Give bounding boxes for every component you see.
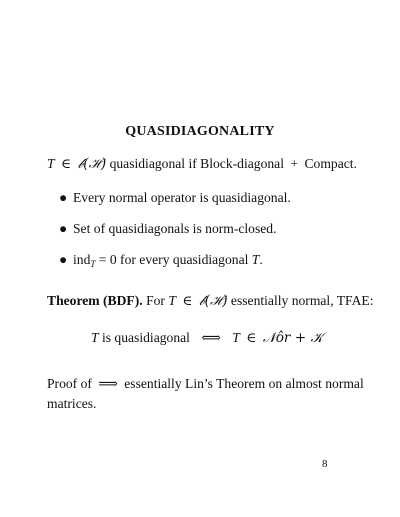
- theorem-statement: [47, 293, 374, 309]
- plus-symbol: +: [290, 156, 299, 171]
- bullet-text: Set of quasidiagonals is norm-closed.: [73, 221, 277, 236]
- definition-text: quasidiagonal if Block-diagonal: [109, 156, 284, 171]
- theorem-label: Theorem (BDF).: [47, 293, 143, 308]
- definition-line: [47, 156, 357, 172]
- slide-title: QUASIDIAGONALITY: [125, 124, 275, 139]
- equivalence-display: [91, 330, 323, 346]
- bullet-text: = 0 for every quasidiagonal: [95, 252, 252, 267]
- bullet-dot-icon: ●: [59, 221, 68, 236]
- equivalence-left-text: is quasidiagonal: [101, 330, 190, 345]
- theorem-post: essentially normal, TFAE:: [230, 293, 374, 308]
- operator-space: 𝒷(ℋ): [77, 156, 107, 172]
- element-of-symbol: ∈: [60, 156, 72, 171]
- element-of-symbol: ∈: [246, 330, 257, 345]
- iff-arrow-icon: ⟺: [201, 330, 221, 345]
- operator-space: 𝒷(ℋ): [198, 293, 228, 309]
- bullet-dot-icon: ●: [59, 190, 68, 205]
- operator-T: T: [91, 330, 99, 345]
- bullet-dot-icon: ●: [59, 252, 68, 267]
- proof-line-1: [47, 376, 364, 392]
- definition-tail: Compact.: [304, 156, 357, 171]
- period: .: [259, 252, 263, 267]
- proof-pre: Proof of: [47, 376, 92, 391]
- operator-T: T: [47, 156, 55, 171]
- element-of-symbol: ∈: [182, 293, 193, 308]
- proof-line-2: matrices.: [47, 396, 97, 411]
- bullet-item: [59, 221, 277, 237]
- bullet-item: [59, 190, 291, 206]
- operator-T: T: [251, 252, 260, 267]
- bullet-item: [59, 252, 263, 269]
- theorem-pre: For: [146, 293, 165, 308]
- page-number: 8: [322, 458, 328, 470]
- operator-T: T: [168, 293, 176, 308]
- index-subscript: T: [90, 259, 96, 269]
- operator-T: T: [232, 330, 240, 345]
- implies-arrow-icon: ⟹: [98, 376, 118, 391]
- bullet-text: Every normal operator is quasidiagonal.: [73, 190, 291, 205]
- index-symbol: ind: [73, 252, 91, 267]
- normal-plus-compact: 𝒩ôr + 𝒦: [262, 330, 324, 346]
- proof-post: essentially Lin’s Theorem on almost normal: [124, 376, 364, 391]
